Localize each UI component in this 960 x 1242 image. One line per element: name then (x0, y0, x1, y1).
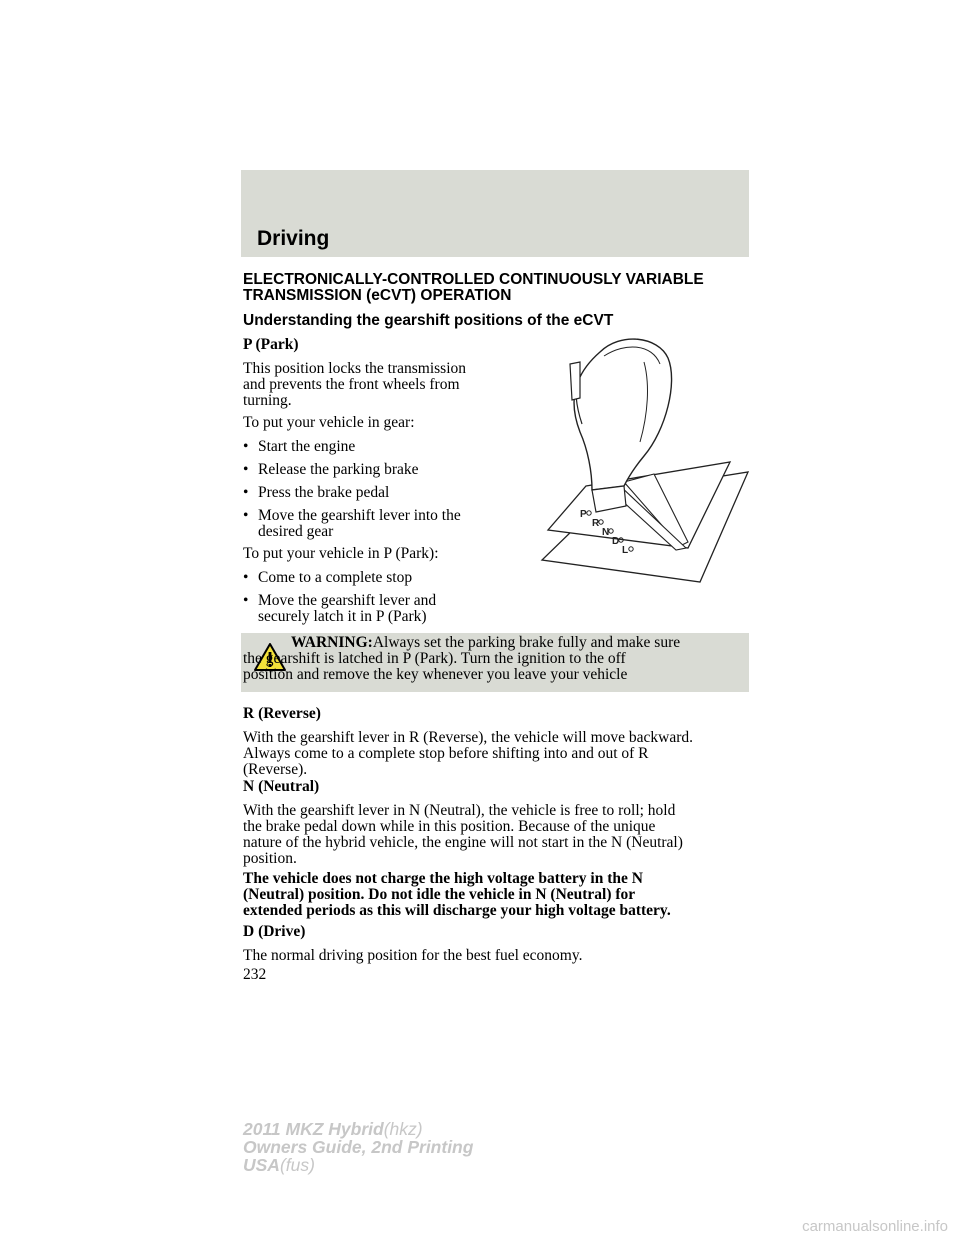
print-footer (243, 1120, 473, 1174)
warning-line: Always set the parking brake fully and make sure (372, 634, 681, 651)
warning-label: WARNING: (291, 634, 373, 651)
text-line: With the gearshift lever in R (Reverse), the vehicle will move backward. (243, 729, 694, 746)
watermark-link[interactable]: carmanualsonline.info (802, 1218, 948, 1235)
text-line: securely latch it in P (Park) (258, 608, 427, 625)
page-number: 232 (243, 966, 267, 983)
page-heading-line: ELECTRONICALLY-CONTROLLED CONTINUOUSLY VARIABLE (243, 271, 704, 288)
text-line: Always come to a complete stop before shifting into and out of R (243, 745, 649, 762)
list-item-text: Release the parking brake (258, 461, 419, 478)
list-item-text: Come to a complete stop (258, 569, 413, 586)
park-description (243, 361, 505, 409)
text-line: desired gear (258, 523, 334, 540)
warning-text (243, 635, 743, 683)
gearshift-lever-illustration (540, 334, 750, 584)
text-line: extended periods as this will discharge your high voltage battery. (243, 902, 671, 919)
list-item-text (258, 593, 508, 625)
warning-box (241, 633, 749, 692)
page-heading-line: TRANSMISSION (eCVT) OPERATION (243, 287, 512, 304)
gate-letter-p: P (580, 509, 587, 520)
list-item-text: Start the engine (258, 438, 356, 455)
drive-description: The normal driving position for the best fuel economy. (243, 947, 583, 964)
text-line: (Reverse). (243, 761, 308, 778)
gate-letter-l: L (622, 545, 629, 556)
footer-guide: Owners Guide, 2nd Printing (243, 1137, 474, 1157)
bullet-icon: • (243, 569, 249, 586)
reverse-description (243, 730, 749, 778)
text-line: With the gearshift lever in N (Neutral), the vehicle is free to roll; hold (243, 802, 676, 819)
footer-market-code: (fus) (279, 1155, 315, 1175)
text-line: This position locks the transmission (243, 360, 467, 377)
park-heading: P (Park) (243, 336, 299, 353)
gate-letter-d: D (612, 536, 620, 547)
reverse-heading: R (Reverse) (243, 705, 321, 722)
neutral-battery-note (243, 871, 749, 919)
text-line: Move the gearshift lever into the (258, 507, 461, 524)
list-item-text: Press the brake pedal (258, 484, 390, 501)
in-gear-intro: To put your vehicle in gear: (243, 414, 415, 431)
warning-line: position and remove the key whenever you leave your vehicle (243, 666, 628, 683)
footer-model: 2011 MKZ Hybrid (243, 1119, 384, 1139)
bullet-icon: • (243, 592, 249, 609)
bullet-icon: • (243, 461, 249, 478)
neutral-description (243, 803, 749, 867)
bullet-icon: • (243, 438, 249, 455)
park-intro: To put your vehicle in P (Park): (243, 545, 439, 562)
section-title: Driving (257, 227, 330, 250)
warning-line: the gearshift is latched in P (Park). Turn the ignition to the off (243, 650, 626, 667)
text-line: position. (243, 850, 297, 867)
text-line: (Neutral) position. Do not idle the vehicle in N (Neutral) for (243, 886, 636, 903)
list-item-text (258, 508, 508, 540)
text-line: the brake pedal down while in this position. Because of the unique (243, 818, 656, 835)
text-line: Move the gearshift lever and (258, 592, 437, 609)
footer-market: USA (243, 1155, 280, 1175)
text-line: The vehicle does not charge the high voltage battery in the N (243, 870, 643, 887)
page-heading (243, 272, 749, 304)
text-line: turning. (243, 392, 292, 409)
subheading: Understanding the gearshift positions of the eCVT (243, 312, 614, 329)
section-header (241, 170, 749, 257)
gate-letter-n: N (602, 527, 610, 538)
gate-letter-r: R (592, 518, 600, 529)
text-line: nature of the hybrid vehicle, the engine will not start in the N (Neutral) (243, 834, 683, 851)
footer-model-code: (hkz) (383, 1119, 423, 1139)
bullet-icon: • (243, 484, 249, 501)
text-line: and prevents the front wheels from (243, 376, 460, 393)
bullet-icon: • (243, 507, 249, 524)
neutral-heading: N (Neutral) (243, 778, 320, 795)
drive-heading: D (Drive) (243, 923, 306, 940)
